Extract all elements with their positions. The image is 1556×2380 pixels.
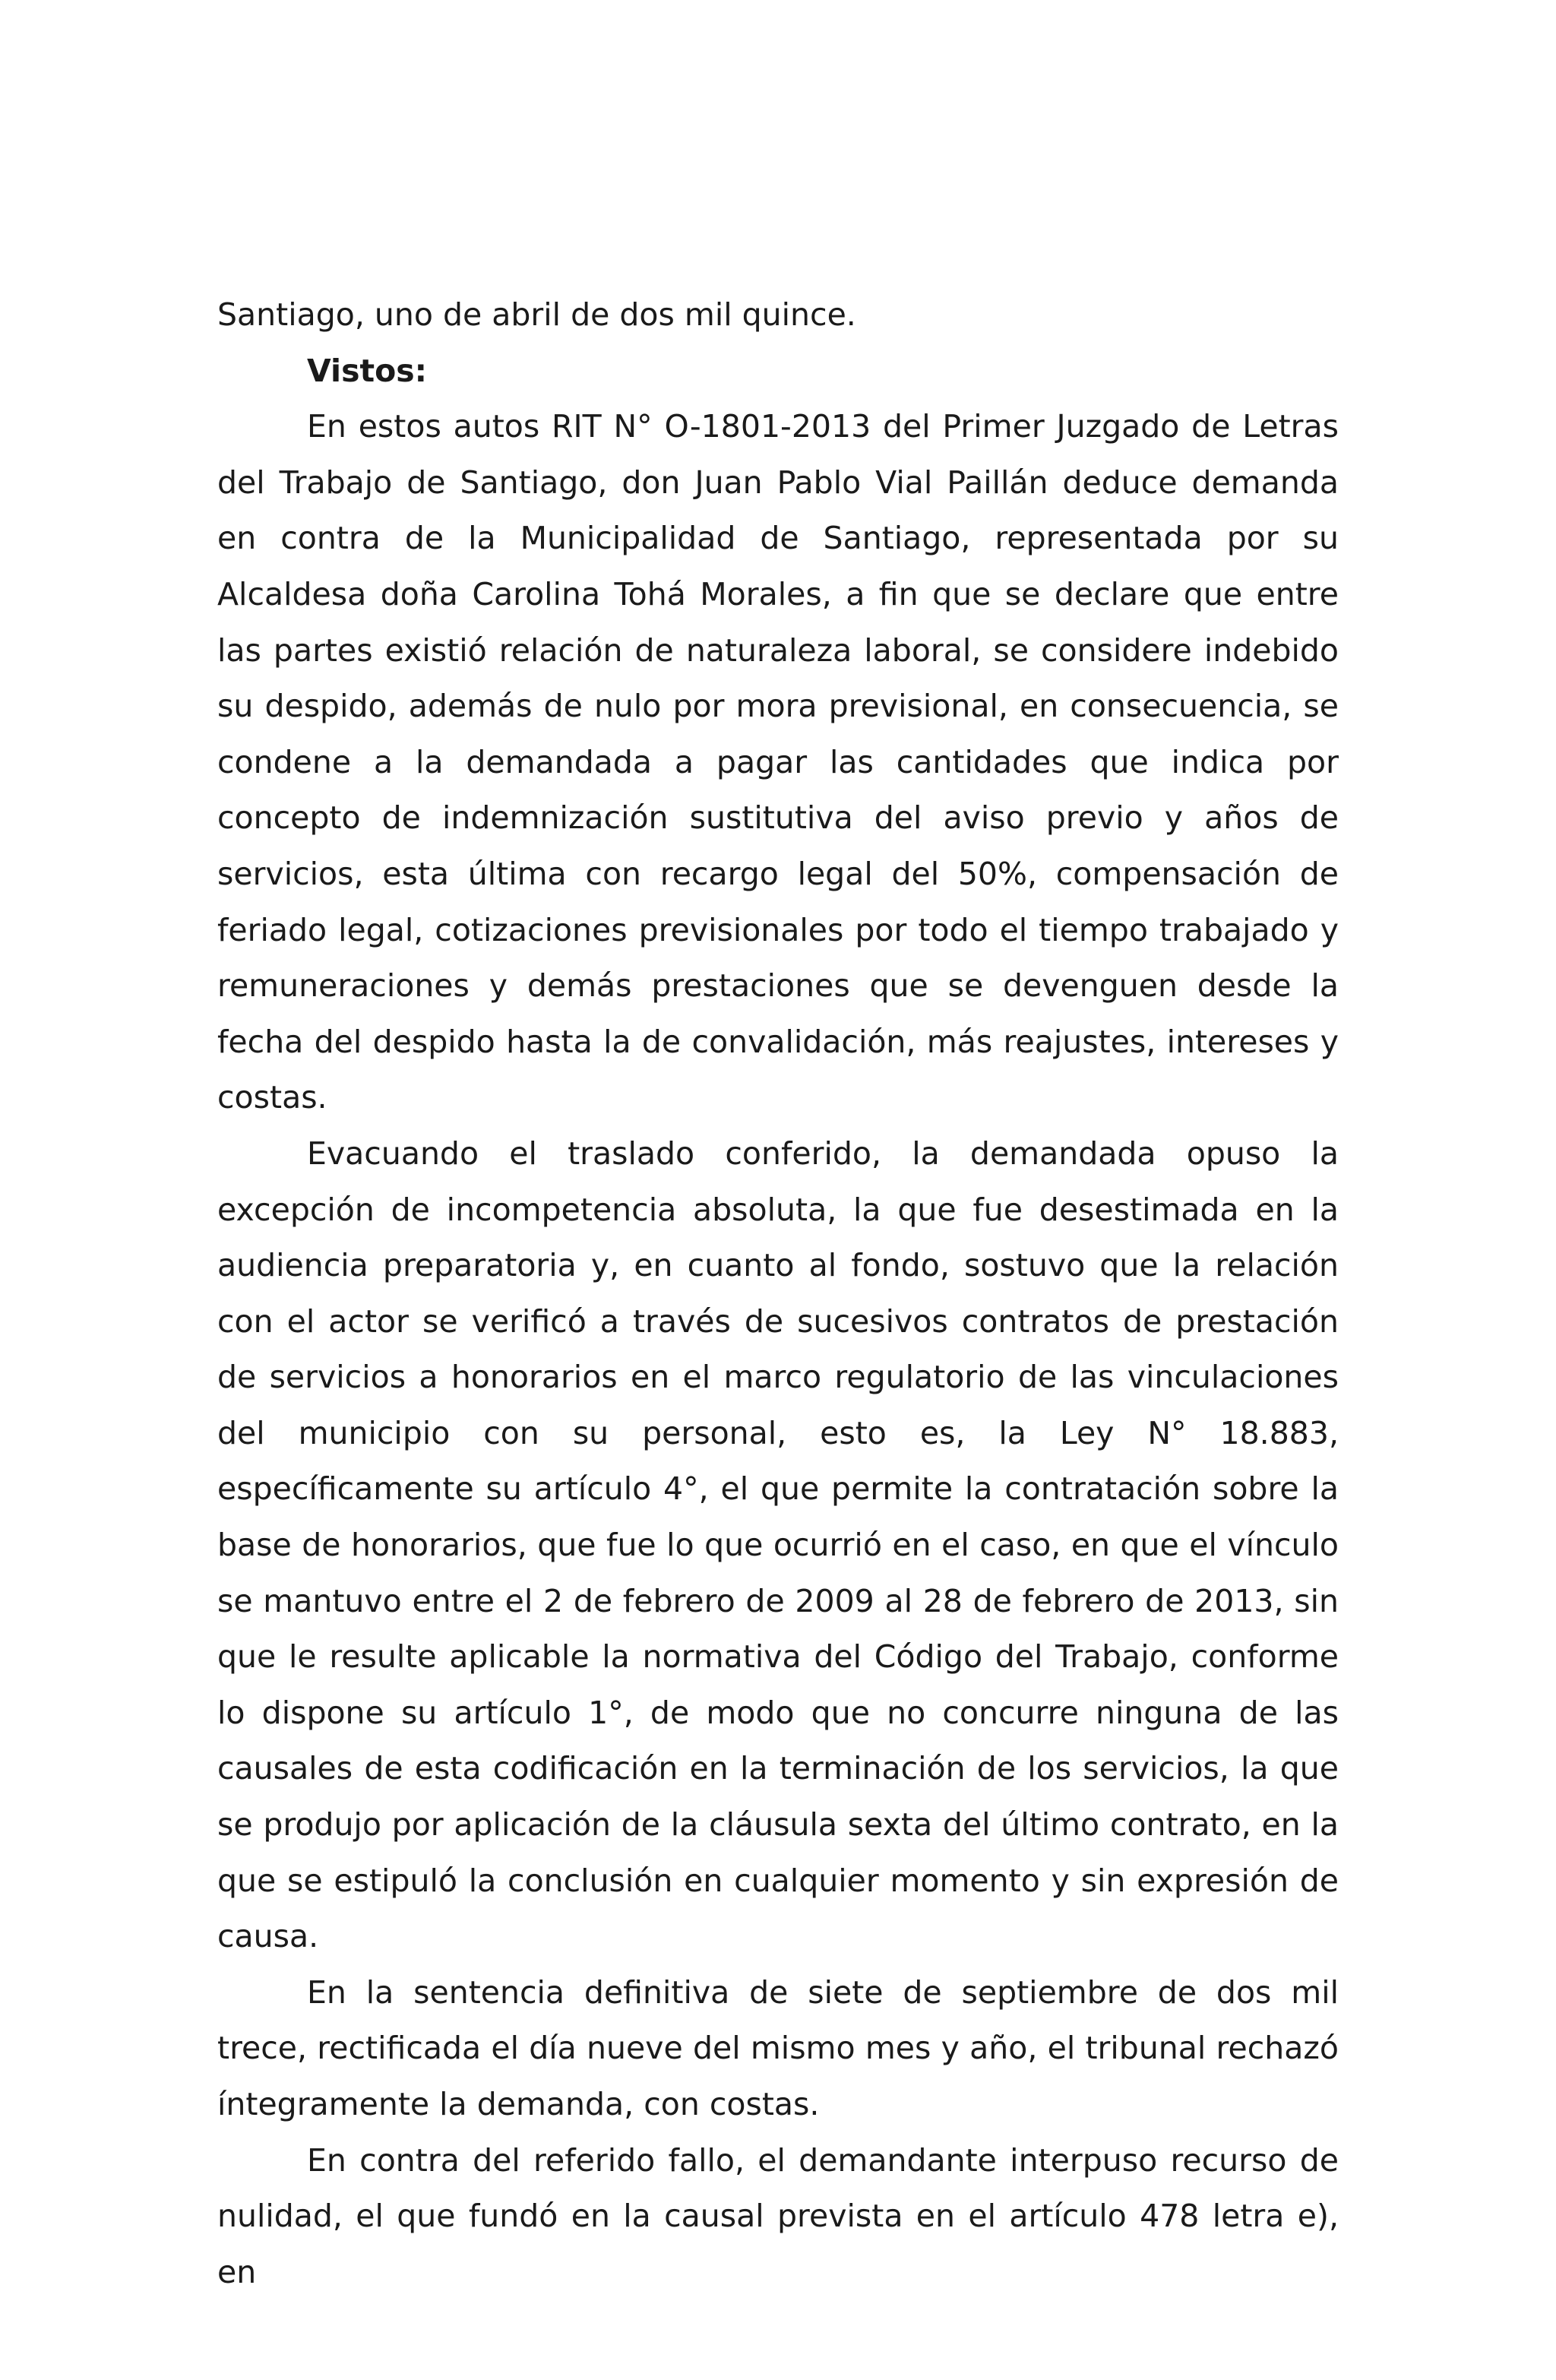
paragraph-judgment: En la sentencia definitiva de siete de septiembre de dos mil trece, rectificada el día nueve del mismo mes y año, el tribunal rechazó íntegramente la demanda, con costas. xyxy=(217,1973,1339,2122)
document-body xyxy=(217,287,1339,2300)
section-heading: Vistos: xyxy=(307,352,428,389)
paragraph-appeal: En contra del referido fallo, el demandante interpuso recurso de nulidad, el que fundó en la causal prevista en el artículo 478 letra e), en xyxy=(217,2141,1339,2290)
date-line: Santiago, uno de abril de dos mil quince. xyxy=(217,296,856,333)
paragraph-defense: Evacuando el traslado conferido, la demandada opuso la excepción de incompetencia absoluta, la que fue desestimada en la audiencia preparatoria y, en cuanto al fondo, sostuvo que la relación con el actor se verificó a través de sucesivos contratos de prestación de servicios a honorarios en el marco regulatorio de las vinculaciones del municipio con su personal, esto es, la Ley N° 18.883, específicamente su artículo 4°, el que permite la contratación sobre la base de honorarios, que fue lo que ocurrió en el caso, en que el vínculo se mantuvo entre el 2 de febrero de 2009 al 28 de febrero de 2013, sin que le resulte aplicable la normativa del Código del Trabajo, conforme lo dispone su artículo 1°, de modo que no concurre ninguna de las causales de esta codificación en la terminación de los servicios, la que se produjo por aplicación de la cláusula sexta del último contrato, en la que se estipuló la conclusión en cualquier momento y sin expresión de causa. xyxy=(217,1135,1339,1955)
paragraph-demand: En estos autos RIT N° O-1801-2013 del Primer Juzgado de Letras del Trabajo de Santiago, don Juan Pablo Vial Paillán deduce demanda en contra de la Municipalidad de Santiago, representada por su Alcaldesa doña Carolina Tohá Morales, a fin que se declare que entre las partes existió relación de naturaleza laboral, se considere indebido su despido, además de nulo por mora previsional, en consecuencia, se condene a la demandada a pagar las cantidades que indica por concepto de indemnización sustitutiva del aviso previo y años de servicios, esta última con recargo legal del 50%, compensación de feriado legal, cotizaciones previsionales por todo el tiempo trabajado y remuneraciones y demás prestaciones que se devenguen desde la fecha del despido hasta la de convalidación, más reajustes, intereses y costas. xyxy=(217,408,1339,1116)
